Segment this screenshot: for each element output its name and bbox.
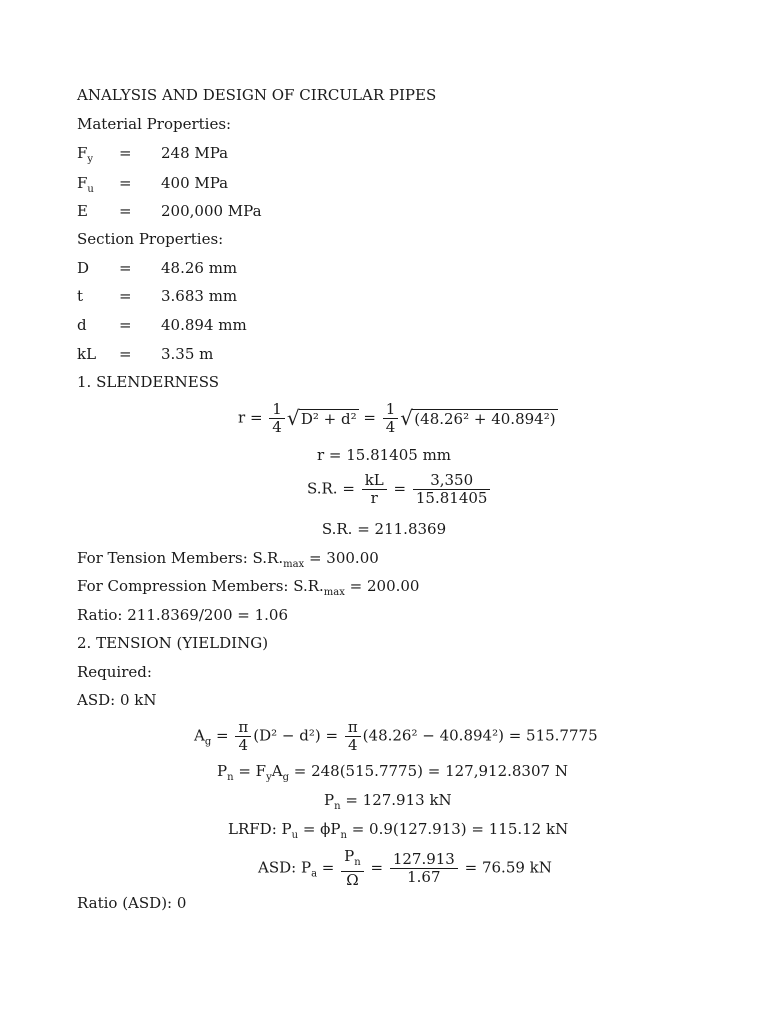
slenderness-ratio-equation: S.R. = $\frac{kL}{r}$ = $\frac{3,350}{15.81405}$ [307, 472, 492, 507]
slenderness-result: S.R. = 211.8369 [321, 520, 447, 538]
material-heading: Material Properties: [77, 115, 232, 133]
compression-limit: For Compression Members: $S.R._{max} = 200.00$ [77, 577, 420, 598]
radius-result: r = 15.81405 mm [316, 446, 452, 464]
document-page: ANALYSIS AND DESIGN OF CIRCULAR PIPES Material Properties: $F_y$ = 248 MPa $F_u$ = 400 MPa E = 200,000 MPa Section Properties: D = 48.26 mm t = 3.683 mm d = 40.894 mm kL = 3.35 m 1. SLENDERNESS r = $\frac{1}{4}$ √ D² + d² = $\frac{1}{4}$ √ (48.26² + 40.894²) r = 15.81405 mm S.R. = $\frac{kL}{r}$ = $\frac{3,350}{15.81405}$ S.R. = 211.8369 For Tension Members: $S.R._{max} = 300.00$ For Compression Members: $S.R._{max} = 200.00$ Ratio: 211.8369/200 = 1.06 2. TENSION (YIELDING) Required: ASD: 0 kN $A_g$ = $\frac{\pi}{4}$ (D² − d²) = $\frac{\pi}{4}$ (48.26² − 40.894²) = 515.7775 $P_n = F_yA_g = 248(515.7775) = 127,912.8307$ N $P_n = 127.913$ kN LRFD: $P_u = \phi P_n = 0.9(127.913) = 115.12$ kN ASD: $P_a$ = $\frac{P_n}{\Omega}$ = $\frac{127.913}{1.67}$ = 76.59 kN Ratio (ASD): 0 [0, 0, 768, 1024]
nominal-strength-equation: $P_n = F_yA_g = 248(515.7775) = 127,912.8307$ N [217, 762, 568, 783]
slenderness-heading: 1. SLENDERNESS [77, 373, 220, 391]
slenderness-ratio: Ratio: 211.8369/200 = 1.06 [77, 606, 289, 624]
required-label: Required: [77, 663, 152, 681]
ratio-asd: Ratio (ASD): 0 [77, 894, 187, 912]
radius-gyration-equation: r = $\frac{1}{4}$ √ D² + d² = $\frac{1}{4}$ √ (48.26² + 40.894²) [238, 401, 558, 436]
tension-limit: For Tension Members: $S.R._{max} = 300.00$ [77, 549, 379, 570]
tension-heading: 2. TENSION (YIELDING) [77, 634, 269, 652]
lrfd-equation: LRFD: $P_u = \phi P_n = 0.9(127.913) = 115.12$ kN [228, 820, 569, 841]
asd-required: ASD: 0 kN [77, 691, 157, 709]
asd-equation: ASD: $P_a$ = $\frac{P_n}{\Omega}$ = $\frac{127.913}{1.67}$ = 76.59 kN [258, 847, 552, 889]
document-title: ANALYSIS AND DESIGN OF CIRCULAR PIPES [77, 86, 437, 104]
gross-area-equation: $A_g$ = $\frac{\pi}{4}$ (D² − d²) = $\frac{\pi}{4}$ (48.26² − 40.894²) = 515.7775 [194, 718, 598, 754]
nominal-strength-kn: $P_n = 127.913$ kN [324, 791, 452, 812]
section-heading: Section Properties: [77, 230, 224, 248]
